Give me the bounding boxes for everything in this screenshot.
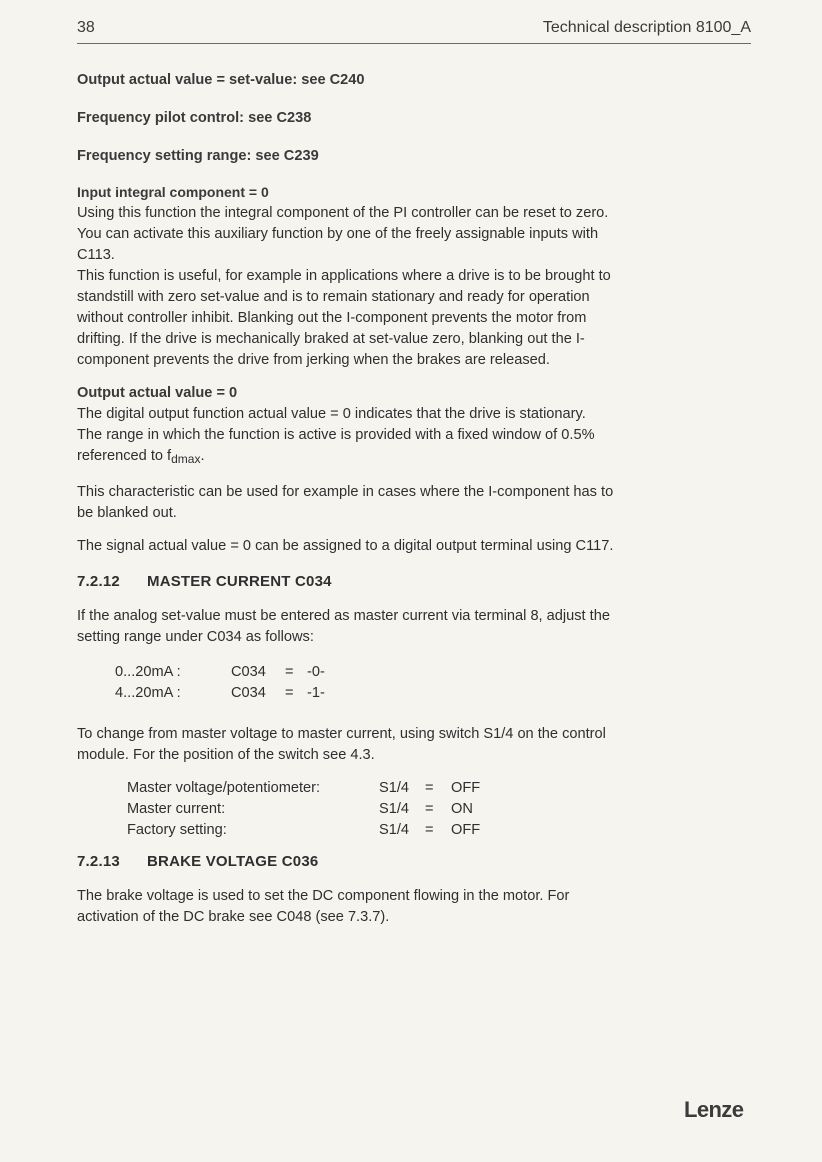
eq-cell: = xyxy=(425,822,434,838)
characteristic-block xyxy=(77,482,757,524)
section-number: 7.2.13 xyxy=(77,853,120,870)
section-heading-7213 xyxy=(77,851,757,872)
range-cell: 4...20mA : xyxy=(115,685,181,701)
brake-voltage-text xyxy=(77,886,757,928)
header-title: Technical description 8100_A xyxy=(542,19,751,36)
heading-freq-pilot: Frequency pilot control: see C238 xyxy=(77,110,312,126)
table-row xyxy=(127,778,480,799)
heading-output-equal: Output actual value = set-value: see C240 xyxy=(77,72,365,88)
heading-input-integral: Input integral component = 0 xyxy=(77,184,269,200)
page-header xyxy=(77,17,751,44)
value-cell: OFF xyxy=(451,780,481,796)
label-cell: Master voltage/potentiometer: xyxy=(127,780,321,796)
text-line: If the analog set-value must be entered as master current via terminal 8, adjust the xyxy=(77,608,610,624)
text-line: The digital output function actual value = 0 indicates that the drive is stationary. xyxy=(77,406,586,422)
table-row xyxy=(127,820,480,841)
section-number: 7.2.12 xyxy=(77,573,120,590)
text-line: The brake voltage is used to set the DC component flowing in the motor. For xyxy=(77,888,570,904)
eq-cell: = xyxy=(285,685,294,701)
text-line: setting range under C034 as follows: xyxy=(77,629,314,645)
master-current-settings-table xyxy=(115,662,325,704)
page-content xyxy=(77,70,757,940)
eq-cell: = xyxy=(285,664,294,680)
text-line: The range in which the function is active is provided with a fixed window of 0.5% xyxy=(77,427,595,443)
ref-subscript: dmax xyxy=(171,452,201,466)
heading-output-zero: Output actual value = 0 xyxy=(77,385,238,401)
text-line: standstill with zero set-value and is to remain stationary and ready for operation xyxy=(77,289,590,305)
ref-prefix: referenced to f xyxy=(77,448,172,464)
text-line: This characteristic can be used for example in cases where the I-component has to xyxy=(77,484,614,500)
value-cell: OFF xyxy=(451,822,481,838)
switch-settings-table xyxy=(127,778,480,841)
reference-line xyxy=(77,446,757,470)
text-line: drifting. If the drive is mechanically braked at set-value zero, blanking out the I- xyxy=(77,331,585,347)
change-text-block xyxy=(77,724,757,766)
text-line: without controller inhibit. Blanking out the I-component prevents the motor from xyxy=(77,310,587,326)
input-integral-block xyxy=(77,182,757,371)
text-line: activation of the DC brake see C048 (see 7.3.7). xyxy=(77,909,390,925)
value-cell: -0- xyxy=(307,664,325,680)
text-line: Using this function the integral component of the PI controller can be reset to zero. xyxy=(77,205,609,221)
text-line: This function is useful, for example in applications where a drive is to be brought to xyxy=(77,268,611,284)
switch-cell: S1/4 xyxy=(379,822,410,838)
range-cell: 0...20mA : xyxy=(115,664,181,680)
master-current-intro xyxy=(77,606,757,648)
switch-cell: S1/4 xyxy=(379,780,410,796)
page-number: 38 xyxy=(77,19,95,36)
text-line: be blanked out. xyxy=(77,505,177,521)
text-line: C113. xyxy=(77,247,115,263)
text-line: To change from master voltage to master current, using switch S1/4 on the control xyxy=(77,726,606,742)
heading-freq-range: Frequency setting range: see C239 xyxy=(77,148,319,164)
value-cell: ON xyxy=(451,801,473,817)
table-row xyxy=(127,799,480,820)
text-line: You can activate this auxiliary function by one of the freely assignable inputs with xyxy=(77,226,599,242)
table-row xyxy=(115,683,325,704)
table-row xyxy=(115,662,325,683)
section-title: MASTER CURRENT C034 xyxy=(147,573,332,590)
signal-text: The signal actual value = 0 can be assigned to a digital output terminal using C117. xyxy=(77,538,614,554)
ref-suffix: . xyxy=(200,448,205,464)
output-zero-block xyxy=(77,383,757,470)
label-cell: Master current: xyxy=(127,801,226,817)
eq-cell: = xyxy=(425,780,434,796)
value-cell: -1- xyxy=(307,685,325,701)
lenze-logo: Lenze xyxy=(684,1097,744,1122)
text-line: component prevents the drive from jerking when the brakes are released. xyxy=(77,352,550,368)
code-cell: C034 xyxy=(231,685,266,701)
label-cell: Factory setting: xyxy=(127,822,227,838)
eq-cell: = xyxy=(425,801,434,817)
text-line: module. For the position of the switch see 4.3. xyxy=(77,747,375,763)
code-cell: C034 xyxy=(231,664,266,680)
section-heading-7212 xyxy=(77,571,757,592)
section-title: BRAKE VOLTAGE C036 xyxy=(147,853,319,870)
switch-cell: S1/4 xyxy=(379,801,410,817)
